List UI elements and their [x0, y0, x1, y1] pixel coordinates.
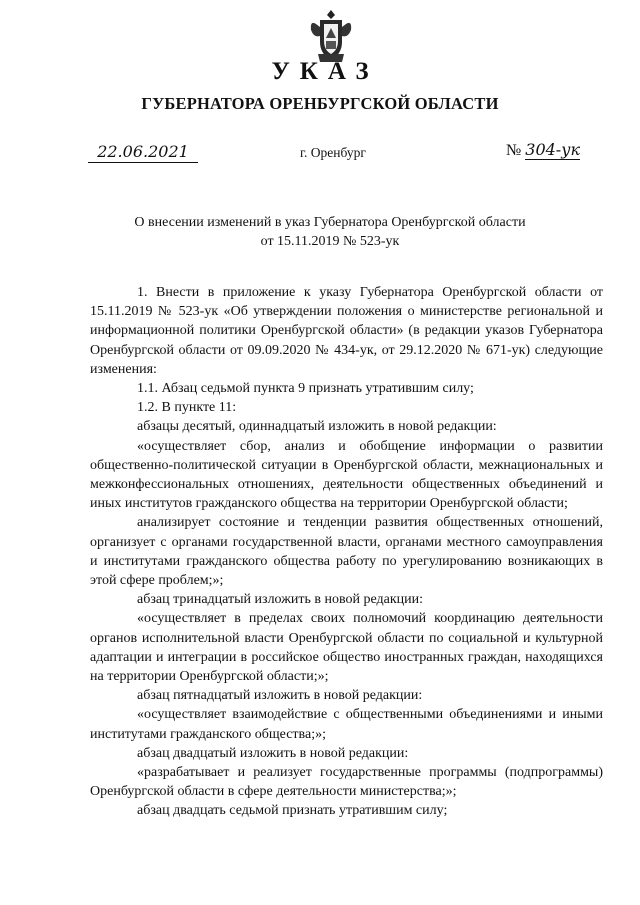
body-paragraph: абзац пятнадцатый изложить в новой редакции:: [137, 688, 423, 704]
body-paragraph: «осуществляет сбор, анализ и обобщение информации о развитии общественно-политической ситуации в Оренбургской области, межнациональных и межконфессиональных отношениях, деятельности общественных объединений и иных институтов гражданского общества на территории Оренбургской области;: [90, 438, 603, 512]
number-sign: №: [506, 142, 522, 159]
body-paragraph: анализирует состояние и тенденции развития общественных отношений, организует с органами государственной власти, органами местного самоуправления и институтами гражданского общества работу по урегулированию возникающих в этой сфере проблем;»;: [90, 515, 603, 589]
body-paragraph: абзацы десятый, одиннадцатый изложить в новой редакции:: [137, 419, 497, 435]
body-paragraph: «осуществляет взаимодействие с общественными объединениями и иными институтами гражданского общества;»;: [90, 707, 603, 742]
decree-title: УКАЗ: [271, 58, 379, 85]
subject-line: от 15.11.2019 № 523-ук: [260, 234, 400, 249]
issuer-title: ГУБЕРНАТОРА ОРЕНБУРГСКОЙ ОБЛАСТИ: [141, 94, 499, 113]
decree-city: г. Оренбург: [300, 145, 366, 160]
decree-body: [90, 283, 603, 821]
decree-subject: [80, 213, 580, 251]
body-paragraph: абзац двадцатый изложить в новой редакции:: [137, 745, 409, 761]
body-paragraph: абзац двадцать седьмой признать утратившим силу;: [137, 803, 448, 819]
subject-line: О внесении изменений в указ Губернатора Оренбургской области: [134, 215, 526, 230]
decree-date: 22.06.2021: [88, 142, 198, 163]
body-paragraph: «разрабатывает и реализует государственные программы (подпрограммы) Оренбургской области в сфере деятельности министерства;»;: [90, 765, 603, 800]
body-paragraph: 1.2. В пункте 11:: [137, 400, 237, 416]
body-paragraph: 1.1. Абзац седьмой пункта 9 признать утратившим силу;: [137, 381, 474, 397]
body-paragraph: «осуществляет в пределах своих полномочий координацию деятельности органов исполнительной власти Оренбургской области по социальной и культурной адаптации и интеграции в российское общество иностранных граждан, находящихся на территории Оренбургской области;»;: [90, 611, 603, 685]
coat-of-arms-icon: [308, 8, 354, 64]
body-paragraph: абзац тринадцатый изложить в новой редакции:: [137, 592, 424, 608]
body-paragraph: 1. Внести в приложение к указу Губернатора Оренбургской области от 15.11.2019 № 523-ук «Об утверждении положения о министерстве региональной и информационной политики Оренбургской области» (в редакции указов Губернатора Оренбургской области от 09.09.2020 № 434-ук, от 29.12.2020 № 671-ук) следующие изменения:: [90, 285, 603, 377]
number-value: 304-ук: [525, 140, 581, 159]
decree-number: [506, 140, 580, 160]
